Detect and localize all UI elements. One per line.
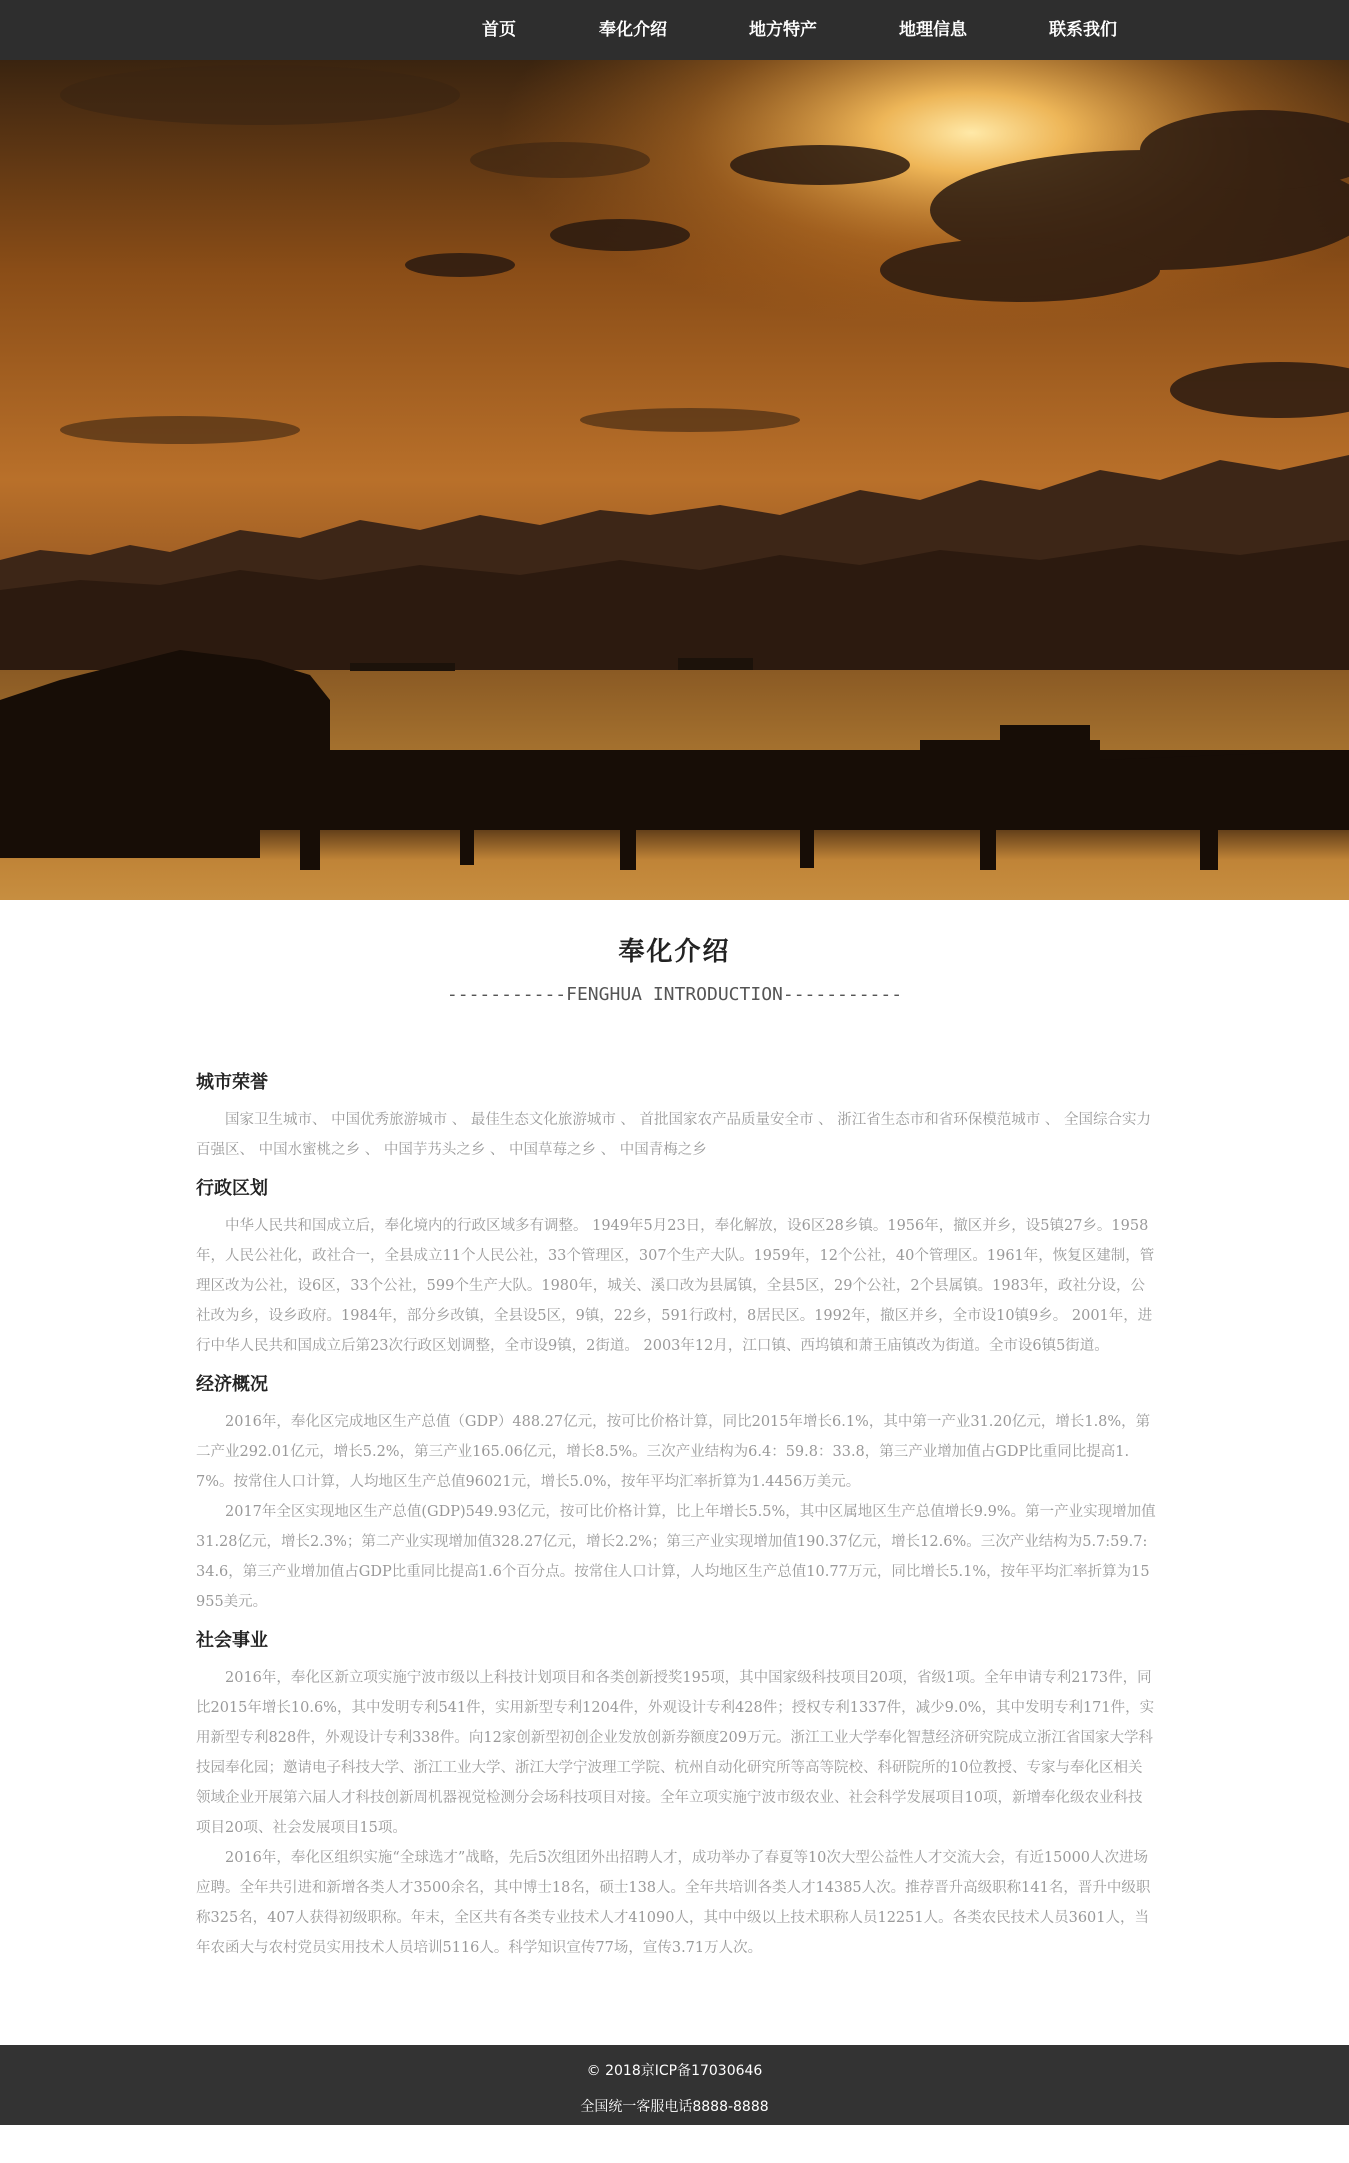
section-paragraph: 2017年全区实现地区生产总值(GDP)549.93亿元，按可比价格计算，比上年增长5.5%，其中区属地区生产总值增长9.9%。第一产业实现增加值31.28亿元，增长2.3%；第二产业实现增加值328.27亿元，增长2.2%；第三产业实现增加值190.37亿元，增长12.6%。三次产业结构为5.7:59.7:34.6，第三产业增加值占GDP比重同比提高1.6个百分点。按常住人口计算，人均地区生产总值10.77万元，同比增长5.1%，按年平均汇率折算为15955美元。 [196,1504,1156,1610]
main-nav [440,0,1158,60]
intro-content [196,1071,1156,2045]
section-heading: 社会事业 [196,1630,268,1651]
section-administrative-division [196,1177,1156,1361]
intro-header [0,900,1349,1071]
nav-home[interactable]: 首页 [482,20,516,40]
section-paragraph: 2016年，奉化区新立项实施宁波市级以上科技计划项目和各类创新授奖195项，其中国家级科技项目20项，省级1项。全年申请专利2173件，同比2015年增长10.6%，其中发明专利541件，实用新型专利1204件，外观设计专利428件；授权专利1337件，减少9.0%，其中发明专利171件，实用新型专利828件，外观设计专利338件。向12家创新型初创企业发放创新券额度209万元。浙江工业大学奉化智慧经济研究院成立浙江省国家大学科技园奉化园；邀请电子科技大学、浙江工业大学、浙江大学宁波理工学院、杭州自动化研究所等高等院校、科研院所的10位教授、专家与奉化区相关领域企业开展第六届人才科技创新周机器视觉检测分会场科技项目对接。全年立项实施宁波市级农业、社会科学发展项目10项，新增奉化级农业科技项目20项、社会发展项目15项。 [196,1670,1155,1836]
page-footer [0,2045,1349,2125]
intro-title: 奉化介绍 [618,937,731,967]
section-paragraph: 国家卫生城市、 中国优秀旅游城市 、 最佳生态文化旅游城市 、 首批国家农产品质量安全市 、 浙江省生态市和省环保模范城市 、 全国综合实力百强区、 中国水蜜桃之乡 、 中国芋艿头之乡 、 中国草莓之乡 、 中国青梅之乡 [196,1112,1151,1158]
section-paragraph: 2016年，奉化区完成地区生产总值（GDP）488.27亿元，按可比价格计算，同比2015年增长6.1%，其中第一产业31.20亿元，增长1.8%，第二产业292.01亿元，增长5.2%，第三产业165.06亿元，增长8.5%。三次产业结构为6.4：59.8：33.8，第三产业增加值占GDP比重同比提高1.7%。按常住人口计算，人均地区生产总值96021元，增长5.0%，按年平均汇率折算为1.4456万美元。 [196,1414,1151,1490]
intro-subtitle: -----------FENGHUA INTRODUCTION----------- [446,984,903,1005]
section-heading: 城市荣誉 [196,1072,268,1093]
nav-geo-info[interactable]: 地理信息 [899,20,967,40]
section-social-affairs [196,1629,1156,1963]
nav-local-specialty[interactable]: 地方特产 [749,20,817,40]
nav-fenghua-intro[interactable]: 奉化介绍 [599,20,667,40]
nav-contact-us[interactable]: 联系我们 [1049,20,1117,40]
footer-hotline: 全国统一客服电话8888-8888 [580,2099,769,2115]
section-paragraph: 2016年，奉化区组织实施“全球选才”战略，先后5次组团外出招聘人才，成功举办了春夏等10次大型公益性人才交流大会，有近15000人次进场应聘。全年共引进和新增各类人才3500余名，其中博士18名，硕士138人。全年共培训各类人才14385人次。推荐晋升高级职称141名，晋升中级职称325名，407人获得初级职称。年末，全区共有各类专业技术人才41090人，其中中级以上技术职称人员12251人。各类农民技术人员3601人，当年农函大与农村党员实用技术人员培训5116人。科学知识宣传77场，宣传3.71万人次。 [196,1850,1151,1956]
top-nav-bar [0,0,1349,60]
footer-icp: © 2018京ICP备17030646 [586,2063,763,2079]
section-city-honors [196,1071,1156,1165]
section-economy-overview [196,1373,1156,1617]
section-paragraph: 中华人民共和国成立后，奉化境内的行政区域多有调整。 1949年5月23日，奉化解放，设6区28乡镇。1956年，撤区并乡，设5镇27乡。1958年，人民公社化，政社合一，全县成立11个人民公社，33个管理区，307个生产大队。1959年，12个公社，40个管理区。1961年，恢复区建制，管理区改为公社，设6区，33个公社，599个生产大队。1980年，城关、溪口改为县属镇，全县5区，29个公社，2个县属镇。1983年，政社分设，公社改为乡，设乡政府。1984年，部分乡改镇，全县设5区，9镇，22乡，591行政村，8居民区。1992年，撤区并乡，全市设10镇9乡。 2001年，进行中华人民共和国成立后第23次行政区划调整，全市设9镇，2街道。 2003年12月，江口镇、西坞镇和萧王庙镇改为街道。全市设6镇5街道。 [196,1218,1155,1354]
section-heading: 经济概况 [196,1374,268,1395]
section-heading: 行政区划 [196,1178,268,1199]
hero-banner-image [0,60,1349,900]
